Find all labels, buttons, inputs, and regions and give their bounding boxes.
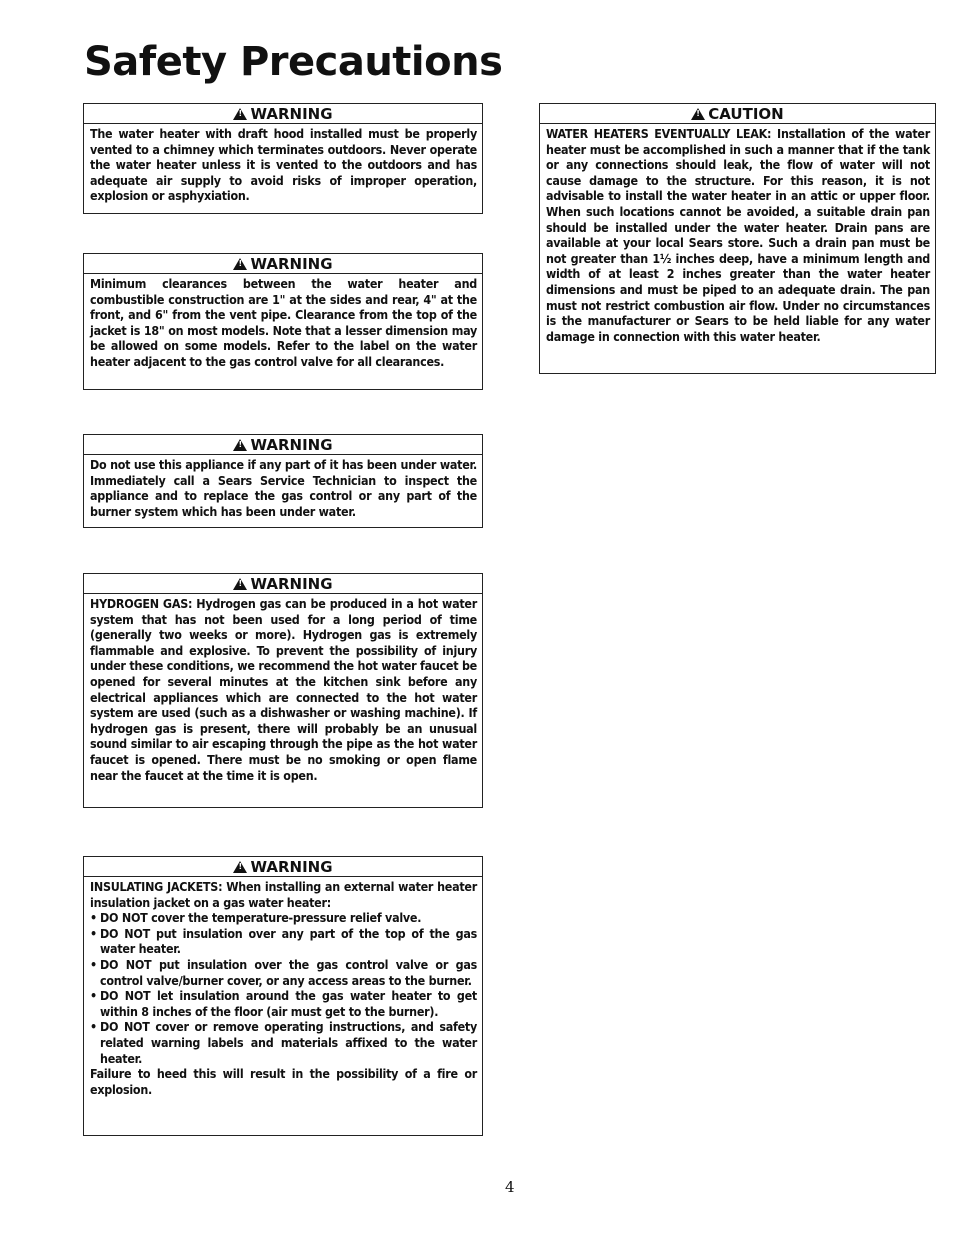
warning-label: WARNING [250, 105, 333, 123]
warning-body: Hydrogen gas can be produced in a hot water system that has not been used for a long period of time (generally two weeks or more). Hydrogen gas is extremely flammable and explosive. To prevent the possibility of injury under these conditions, we recommend the hot water faucet be opened for several minutes at the kitchen sink before any electrical appliances which are connected to the hot water system are used (such as a dishwasher or washing machine). If hydrogen gas is present, there will probably be an unusual sound similar to air escaping through the pipe as the hot water faucet is opened. There must be no smoking or open flame near the faucet at the time it is open. [90, 596, 477, 783]
bullet-text: let insulation around the gas water heater to get within 8 inches of the floor (air must get to the burner). [100, 988, 477, 1019]
caution-body: Installation of the water heater must be accomplished in such a manner that if the tank or any connections should leak, the flow of water will not cause damage to the structure. For this reason, it is not advisable to install the water heater in an attic or upper floor. When such locations cannot be avoided, a suitable drain pan should be installed under the water heater. Drain pans are available at your local Sears store. Such a drain pan must be not greater than 1½ inches deep, have a minimum length and width of at least 2 inches greater than the water heater dimensions and must be piped to an adequate drain. The pan must not restrict combustion air flow. Under no circumstances is the manufacturer or Sears to be held liable for any water damage in connection with this water heater. [546, 126, 930, 344]
warning-heading [84, 857, 482, 877]
warning-text [84, 274, 482, 373]
warning-box-flood [83, 434, 483, 528]
bullet-strong: DO NOT [100, 925, 150, 941]
caution-label: CAUTION [708, 105, 784, 123]
page-number: 4 [505, 1178, 515, 1196]
warning-triangle-icon [233, 258, 247, 270]
warning-text [84, 594, 482, 786]
bullet-text: put insulation over the gas control valve or gas control valve/burner cover, or any access areas to the burner. [100, 956, 477, 988]
bullet-list [90, 910, 477, 1066]
warning-paragraph [90, 596, 477, 783]
caution-heading [540, 104, 935, 124]
list-item [90, 957, 477, 988]
list-item [90, 988, 477, 1019]
bullet-strong: DO NOT [100, 956, 152, 972]
warning-triangle-icon [233, 861, 247, 873]
warning-triangle-icon [233, 108, 247, 120]
bullet-text: cover the temperature-pressure relief valve. [151, 910, 422, 926]
warning-closing: Failure to heed this will result in the possibility of a fire or explosion. [90, 1066, 477, 1097]
warning-triangle-icon [691, 108, 705, 120]
warning-label: WARNING [250, 255, 333, 273]
warning-box-clearances [83, 253, 483, 390]
bullet-strong: DO NOT [100, 910, 148, 926]
warning-text [84, 124, 482, 207]
warning-text [84, 455, 482, 522]
bullet-strong: DO NOT [100, 1019, 150, 1035]
warning-body: The water heater with draft hood installed must be properly vented to a chimney which terminates outdoors. Never operate the water heater unless it is vented to the outdoors and has adequate air supply to avoid risks of improper operation, explosion or asphyxiation. [90, 126, 477, 204]
warning-heading [84, 104, 482, 124]
warning-label: WARNING [250, 858, 333, 876]
warning-triangle-icon [233, 578, 247, 590]
caution-paragraph [546, 126, 930, 344]
warning-paragraph [90, 879, 477, 910]
caution-lead: WATER HEATERS EVENTUALLY LEAK: [546, 126, 772, 141]
warning-box-insulating-jackets [83, 856, 483, 1136]
warning-body: Minimum clearances between the water heater and combustible construction are 1" at the sides and rear, 4" at the front, and 6" from the vent pipe. Clearance from the top of the jacket is 18" on most models. Note that a lesser dimension may be allowed on some models. Refer to the label on the water heater adjacent to the gas control valve for all clearances. [90, 276, 477, 369]
warning-heading [84, 574, 482, 594]
list-item [90, 926, 477, 957]
bullet-text: cover or remove operating instructions, and safety related warning labels and materials affixed to the water heater. [100, 1019, 477, 1066]
warning-box-venting [83, 103, 483, 214]
warning-lead: HYDROGEN GAS: [90, 596, 193, 611]
page-title: Safety Precautions [84, 39, 503, 85]
list-item [90, 1019, 477, 1066]
warning-label: WARNING [250, 436, 333, 454]
bullet-text: put insulation over any part of the top of the gas water heater. [100, 925, 477, 957]
warning-body: Do not use this appliance if any part of it has been under water. Immediately call a Sears Service Technician to inspect the appliance and to replace the gas control or any part of the burner system which has been under water. [90, 457, 477, 519]
caution-text [540, 124, 935, 347]
warning-label: WARNING [250, 575, 333, 593]
warning-text [84, 877, 482, 1100]
warning-lead: INSULATING JACKETS: [90, 879, 223, 894]
warning-intro: When installing an external water heater insulation jacket on a gas water heater: [90, 879, 477, 910]
bullet-strong: DO NOT [100, 988, 151, 1004]
warning-box-hydrogen-gas [83, 573, 483, 808]
warning-heading [84, 435, 482, 455]
warning-triangle-icon [233, 439, 247, 451]
list-item [90, 910, 477, 926]
warning-heading [84, 254, 482, 274]
caution-box-leak [539, 103, 936, 374]
